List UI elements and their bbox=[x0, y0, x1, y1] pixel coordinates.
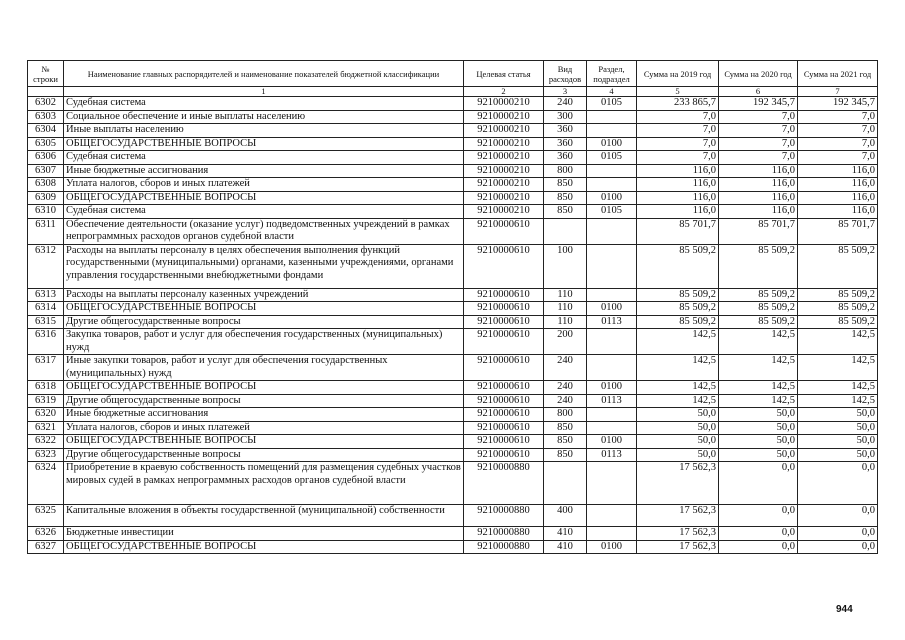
row-sum-2020: 85 509,2 bbox=[719, 315, 798, 329]
row-number: 6317 bbox=[28, 355, 64, 381]
row-target: 9210000610 bbox=[464, 244, 544, 288]
row-sum-2021: 192 345,7 bbox=[798, 97, 878, 111]
row-target: 9210000610 bbox=[464, 329, 544, 355]
row-number: 6307 bbox=[28, 164, 64, 178]
row-vid: 100 bbox=[544, 244, 587, 288]
row-vid: 360 bbox=[544, 137, 587, 151]
row-sum-2020: 142,5 bbox=[719, 355, 798, 381]
row-name: Судебная система bbox=[64, 97, 464, 111]
row-section: 0100 bbox=[587, 540, 637, 554]
row-number: 6321 bbox=[28, 421, 64, 435]
row-vid: 240 bbox=[544, 355, 587, 381]
row-sum-2021: 0,0 bbox=[798, 540, 878, 554]
row-target: 9210000610 bbox=[464, 394, 544, 408]
row-sum-2021: 116,0 bbox=[798, 191, 878, 205]
row-number: 6324 bbox=[28, 462, 64, 505]
row-sum-2019: 50,0 bbox=[637, 448, 719, 462]
table-row bbox=[28, 218, 878, 244]
row-name: Капитальные вложения в объекты государственной (муниципальной) собственности bbox=[64, 505, 464, 527]
column-number: 5 bbox=[637, 87, 719, 97]
header-sum-2020: Сумма на 2020 год bbox=[719, 61, 798, 87]
row-target: 9210000610 bbox=[464, 421, 544, 435]
row-section: 0105 bbox=[587, 151, 637, 165]
row-sum-2020: 50,0 bbox=[719, 448, 798, 462]
row-target: 9210000610 bbox=[464, 448, 544, 462]
row-name: Судебная система bbox=[64, 151, 464, 165]
row-target: 9210000610 bbox=[464, 218, 544, 244]
row-name: Иные бюджетные ассигнования bbox=[64, 164, 464, 178]
row-sum-2021: 0,0 bbox=[798, 527, 878, 541]
row-section bbox=[587, 124, 637, 138]
row-sum-2019: 116,0 bbox=[637, 178, 719, 192]
table-row bbox=[28, 110, 878, 124]
row-target: 9210000880 bbox=[464, 462, 544, 505]
table-row bbox=[28, 505, 878, 527]
row-vid: 410 bbox=[544, 527, 587, 541]
row-sum-2021: 85 509,2 bbox=[798, 288, 878, 302]
row-vid: 850 bbox=[544, 178, 587, 192]
row-sum-2021: 7,0 bbox=[798, 137, 878, 151]
row-number: 6319 bbox=[28, 394, 64, 408]
row-name: ОБЩЕГОСУДАРСТВЕННЫЕ ВОПРОСЫ bbox=[64, 540, 464, 554]
row-sum-2019: 50,0 bbox=[637, 435, 719, 449]
table-row bbox=[28, 288, 878, 302]
row-number: 6316 bbox=[28, 329, 64, 355]
row-sum-2019: 7,0 bbox=[637, 124, 719, 138]
row-target: 9210000210 bbox=[464, 191, 544, 205]
row-target: 9210000610 bbox=[464, 381, 544, 395]
table-row bbox=[28, 302, 878, 316]
row-number: 6303 bbox=[28, 110, 64, 124]
row-target: 9210000210 bbox=[464, 164, 544, 178]
row-sum-2021: 50,0 bbox=[798, 421, 878, 435]
row-sum-2021: 50,0 bbox=[798, 408, 878, 422]
header-target: Целевая статья bbox=[464, 61, 544, 87]
row-name: Судебная система bbox=[64, 205, 464, 219]
row-target: 9210000210 bbox=[464, 205, 544, 219]
row-sum-2020: 50,0 bbox=[719, 408, 798, 422]
row-vid: 240 bbox=[544, 381, 587, 395]
row-name: Уплата налогов, сборов и иных платежей bbox=[64, 421, 464, 435]
row-sum-2020: 50,0 bbox=[719, 435, 798, 449]
row-section: 0100 bbox=[587, 191, 637, 205]
header-sum-2019: Сумма на 2019 год bbox=[637, 61, 719, 87]
row-name: Приобретение в краевую собственность помещений для размещения судебных участков мировых судей в рамках непрограммных расходов органов судебной власти bbox=[64, 462, 464, 505]
row-vid: 850 bbox=[544, 435, 587, 449]
table-row bbox=[28, 178, 878, 192]
row-sum-2019: 17 562,3 bbox=[637, 462, 719, 505]
row-target: 9210000210 bbox=[464, 124, 544, 138]
row-sum-2021: 142,5 bbox=[798, 394, 878, 408]
table-row bbox=[28, 462, 878, 505]
column-number bbox=[28, 87, 64, 97]
row-vid: 240 bbox=[544, 394, 587, 408]
row-number: 6302 bbox=[28, 97, 64, 111]
row-section: 0100 bbox=[587, 302, 637, 316]
row-sum-2021: 7,0 bbox=[798, 110, 878, 124]
row-target: 9210000210 bbox=[464, 97, 544, 111]
row-section bbox=[587, 218, 637, 244]
row-name: Обеспечение деятельности (оказание услуг) подведомственных учреждений в рамках непрограммных расходов органов судебной власти bbox=[64, 218, 464, 244]
row-section: 0105 bbox=[587, 205, 637, 219]
row-number: 6309 bbox=[28, 191, 64, 205]
row-vid bbox=[544, 462, 587, 505]
row-number: 6325 bbox=[28, 505, 64, 527]
row-section bbox=[587, 178, 637, 192]
row-number: 6304 bbox=[28, 124, 64, 138]
row-sum-2020: 142,5 bbox=[719, 394, 798, 408]
row-name: Другие общегосударственные вопросы bbox=[64, 448, 464, 462]
row-name: Другие общегосударственные вопросы bbox=[64, 315, 464, 329]
row-section bbox=[587, 288, 637, 302]
row-number: 6313 bbox=[28, 288, 64, 302]
row-sum-2021: 7,0 bbox=[798, 124, 878, 138]
row-sum-2021: 0,0 bbox=[798, 462, 878, 505]
row-number: 6322 bbox=[28, 435, 64, 449]
row-vid bbox=[544, 218, 587, 244]
row-target: 9210000210 bbox=[464, 151, 544, 165]
row-vid: 360 bbox=[544, 151, 587, 165]
row-sum-2021: 85 509,2 bbox=[798, 302, 878, 316]
table-row bbox=[28, 191, 878, 205]
row-sum-2020: 142,5 bbox=[719, 329, 798, 355]
table-row bbox=[28, 448, 878, 462]
budget-table bbox=[27, 60, 878, 554]
row-sum-2021: 85 509,2 bbox=[798, 315, 878, 329]
row-sum-2019: 85 509,2 bbox=[637, 315, 719, 329]
column-number: 3 bbox=[544, 87, 587, 97]
row-sum-2019: 50,0 bbox=[637, 408, 719, 422]
row-sum-2020: 116,0 bbox=[719, 205, 798, 219]
row-sum-2020: 85 509,2 bbox=[719, 302, 798, 316]
row-sum-2021: 50,0 bbox=[798, 448, 878, 462]
row-sum-2020: 85 509,2 bbox=[719, 244, 798, 288]
row-sum-2021: 116,0 bbox=[798, 164, 878, 178]
row-sum-2020: 0,0 bbox=[719, 462, 798, 505]
row-sum-2021: 7,0 bbox=[798, 151, 878, 165]
row-section bbox=[587, 110, 637, 124]
page-number: 944 bbox=[836, 604, 853, 615]
row-target: 9210000880 bbox=[464, 505, 544, 527]
row-sum-2021: 85 701,7 bbox=[798, 218, 878, 244]
row-sum-2020: 7,0 bbox=[719, 137, 798, 151]
row-vid: 200 bbox=[544, 329, 587, 355]
row-vid: 850 bbox=[544, 205, 587, 219]
row-section bbox=[587, 329, 637, 355]
row-sum-2020: 85 701,7 bbox=[719, 218, 798, 244]
row-section: 0100 bbox=[587, 381, 637, 395]
table-body bbox=[28, 97, 878, 554]
row-section bbox=[587, 421, 637, 435]
row-name: Бюджетные инвестиции bbox=[64, 527, 464, 541]
row-sum-2021: 116,0 bbox=[798, 205, 878, 219]
row-sum-2019: 17 562,3 bbox=[637, 527, 719, 541]
row-sum-2019: 85 509,2 bbox=[637, 302, 719, 316]
row-sum-2020: 116,0 bbox=[719, 164, 798, 178]
table-row bbox=[28, 97, 878, 111]
row-name: Другие общегосударственные вопросы bbox=[64, 394, 464, 408]
row-sum-2020: 116,0 bbox=[719, 178, 798, 192]
table-row bbox=[28, 205, 878, 219]
table-row bbox=[28, 435, 878, 449]
row-number: 6314 bbox=[28, 302, 64, 316]
table-row bbox=[28, 408, 878, 422]
header-vid: Вид расходов bbox=[544, 61, 587, 87]
row-sum-2021: 85 509,2 bbox=[798, 244, 878, 288]
row-vid: 300 bbox=[544, 110, 587, 124]
row-name: ОБЩЕГОСУДАРСТВЕННЫЕ ВОПРОСЫ bbox=[64, 435, 464, 449]
row-name: Уплата налогов, сборов и иных платежей bbox=[64, 178, 464, 192]
table-row bbox=[28, 164, 878, 178]
row-sum-2019: 7,0 bbox=[637, 137, 719, 151]
row-target: 9210000610 bbox=[464, 408, 544, 422]
row-name: Иные выплаты населению bbox=[64, 124, 464, 138]
row-sum-2019: 142,5 bbox=[637, 329, 719, 355]
row-number: 6327 bbox=[28, 540, 64, 554]
table-row bbox=[28, 381, 878, 395]
row-target: 9210000210 bbox=[464, 178, 544, 192]
row-sum-2019: 142,5 bbox=[637, 355, 719, 381]
row-target: 9210000610 bbox=[464, 435, 544, 449]
row-sum-2019: 142,5 bbox=[637, 381, 719, 395]
row-vid: 360 bbox=[544, 124, 587, 138]
row-sum-2019: 17 562,3 bbox=[637, 505, 719, 527]
column-number: 7 bbox=[798, 87, 878, 97]
row-section bbox=[587, 527, 637, 541]
row-sum-2020: 0,0 bbox=[719, 540, 798, 554]
row-sum-2019: 116,0 bbox=[637, 191, 719, 205]
row-section: 0105 bbox=[587, 97, 637, 111]
row-section bbox=[587, 164, 637, 178]
row-sum-2019: 233 865,7 bbox=[637, 97, 719, 111]
row-sum-2020: 7,0 bbox=[719, 124, 798, 138]
header-section: Раздел, подраздел bbox=[587, 61, 637, 87]
row-sum-2019: 7,0 bbox=[637, 110, 719, 124]
row-sum-2020: 192 345,7 bbox=[719, 97, 798, 111]
row-name: ОБЩЕГОСУДАРСТВЕННЫЕ ВОПРОСЫ bbox=[64, 137, 464, 151]
row-section: 0100 bbox=[587, 435, 637, 449]
row-vid: 850 bbox=[544, 421, 587, 435]
row-sum-2019: 142,5 bbox=[637, 394, 719, 408]
row-number: 6320 bbox=[28, 408, 64, 422]
row-section bbox=[587, 408, 637, 422]
row-sum-2020: 50,0 bbox=[719, 421, 798, 435]
row-number: 6305 bbox=[28, 137, 64, 151]
table-row bbox=[28, 151, 878, 165]
row-sum-2020: 0,0 bbox=[719, 505, 798, 527]
row-sum-2021: 142,5 bbox=[798, 355, 878, 381]
row-name: ОБЩЕГОСУДАРСТВЕННЫЕ ВОПРОСЫ bbox=[64, 381, 464, 395]
row-vid: 110 bbox=[544, 288, 587, 302]
row-sum-2019: 116,0 bbox=[637, 205, 719, 219]
row-sum-2019: 85 701,7 bbox=[637, 218, 719, 244]
row-target: 9210000880 bbox=[464, 540, 544, 554]
row-target: 9210000610 bbox=[464, 288, 544, 302]
row-name: ОБЩЕГОСУДАРСТВЕННЫЕ ВОПРОСЫ bbox=[64, 191, 464, 205]
row-name: Закупка товаров, работ и услуг для обеспечения государственных (муниципальных) нужд bbox=[64, 329, 464, 355]
column-number: 6 bbox=[719, 87, 798, 97]
row-vid: 410 bbox=[544, 540, 587, 554]
row-number: 6310 bbox=[28, 205, 64, 219]
table-row bbox=[28, 540, 878, 554]
row-number: 6312 bbox=[28, 244, 64, 288]
row-name: Социальное обеспечение и иные выплаты населению bbox=[64, 110, 464, 124]
table-row bbox=[28, 315, 878, 329]
row-target: 9210000610 bbox=[464, 302, 544, 316]
row-vid: 110 bbox=[544, 315, 587, 329]
row-target: 9210000880 bbox=[464, 527, 544, 541]
row-section bbox=[587, 462, 637, 505]
row-sum-2020: 0,0 bbox=[719, 527, 798, 541]
row-number: 6306 bbox=[28, 151, 64, 165]
row-section: 0113 bbox=[587, 394, 637, 408]
column-number: 4 bbox=[587, 87, 637, 97]
column-number: 1 bbox=[64, 87, 464, 97]
row-vid: 850 bbox=[544, 448, 587, 462]
row-sum-2020: 142,5 bbox=[719, 381, 798, 395]
row-sum-2019: 7,0 bbox=[637, 151, 719, 165]
row-sum-2019: 85 509,2 bbox=[637, 288, 719, 302]
row-vid: 110 bbox=[544, 302, 587, 316]
row-sum-2021: 50,0 bbox=[798, 435, 878, 449]
row-name: Расходы на выплаты персоналу в целях обеспечения выполнения функций государственными (муниципальными) органами, казенными учреждениями, органами управления государственными внебюджетными фондами bbox=[64, 244, 464, 288]
row-sum-2021: 142,5 bbox=[798, 329, 878, 355]
table-row bbox=[28, 527, 878, 541]
row-number: 6323 bbox=[28, 448, 64, 462]
row-name: Расходы на выплаты персоналу казенных учреждений bbox=[64, 288, 464, 302]
row-number: 6311 bbox=[28, 218, 64, 244]
table-row bbox=[28, 137, 878, 151]
header-name: Наименование главных распорядителей и наименование показателей бюджетной классификации bbox=[64, 61, 464, 87]
row-section: 0113 bbox=[587, 315, 637, 329]
table-row bbox=[28, 421, 878, 435]
row-section bbox=[587, 505, 637, 527]
column-number-row bbox=[28, 87, 878, 97]
row-vid: 800 bbox=[544, 408, 587, 422]
row-name: ОБЩЕГОСУДАРСТВЕННЫЕ ВОПРОСЫ bbox=[64, 302, 464, 316]
row-target: 9210000210 bbox=[464, 110, 544, 124]
row-sum-2019: 17 562,3 bbox=[637, 540, 719, 554]
row-sum-2020: 116,0 bbox=[719, 191, 798, 205]
row-section bbox=[587, 355, 637, 381]
row-number: 6318 bbox=[28, 381, 64, 395]
row-target: 9210000210 bbox=[464, 137, 544, 151]
row-name: Иные бюджетные ассигнования bbox=[64, 408, 464, 422]
table-row bbox=[28, 394, 878, 408]
row-section: 0100 bbox=[587, 137, 637, 151]
column-number: 2 bbox=[464, 87, 544, 97]
row-section bbox=[587, 244, 637, 288]
table-row bbox=[28, 244, 878, 288]
row-section: 0113 bbox=[587, 448, 637, 462]
row-number: 6315 bbox=[28, 315, 64, 329]
row-vid: 400 bbox=[544, 505, 587, 527]
header-row bbox=[28, 61, 878, 87]
row-sum-2021: 0,0 bbox=[798, 505, 878, 527]
table-row bbox=[28, 124, 878, 138]
row-sum-2020: 7,0 bbox=[719, 110, 798, 124]
row-sum-2021: 142,5 bbox=[798, 381, 878, 395]
header-row-no: № строки bbox=[28, 61, 64, 87]
row-sum-2019: 50,0 bbox=[637, 421, 719, 435]
row-name: Иные закупки товаров, работ и услуг для обеспечения государственных (муниципальных) нужд bbox=[64, 355, 464, 381]
row-sum-2019: 85 509,2 bbox=[637, 244, 719, 288]
row-sum-2020: 7,0 bbox=[719, 151, 798, 165]
header-sum-2021: Сумма на 2021 год bbox=[798, 61, 878, 87]
row-number: 6308 bbox=[28, 178, 64, 192]
row-sum-2021: 116,0 bbox=[798, 178, 878, 192]
table-row bbox=[28, 329, 878, 355]
row-number: 6326 bbox=[28, 527, 64, 541]
row-vid: 800 bbox=[544, 164, 587, 178]
row-vid: 240 bbox=[544, 97, 587, 111]
row-sum-2020: 85 509,2 bbox=[719, 288, 798, 302]
row-vid: 850 bbox=[544, 191, 587, 205]
row-sum-2019: 116,0 bbox=[637, 164, 719, 178]
row-target: 9210000610 bbox=[464, 355, 544, 381]
row-target: 9210000610 bbox=[464, 315, 544, 329]
table-row bbox=[28, 355, 878, 381]
